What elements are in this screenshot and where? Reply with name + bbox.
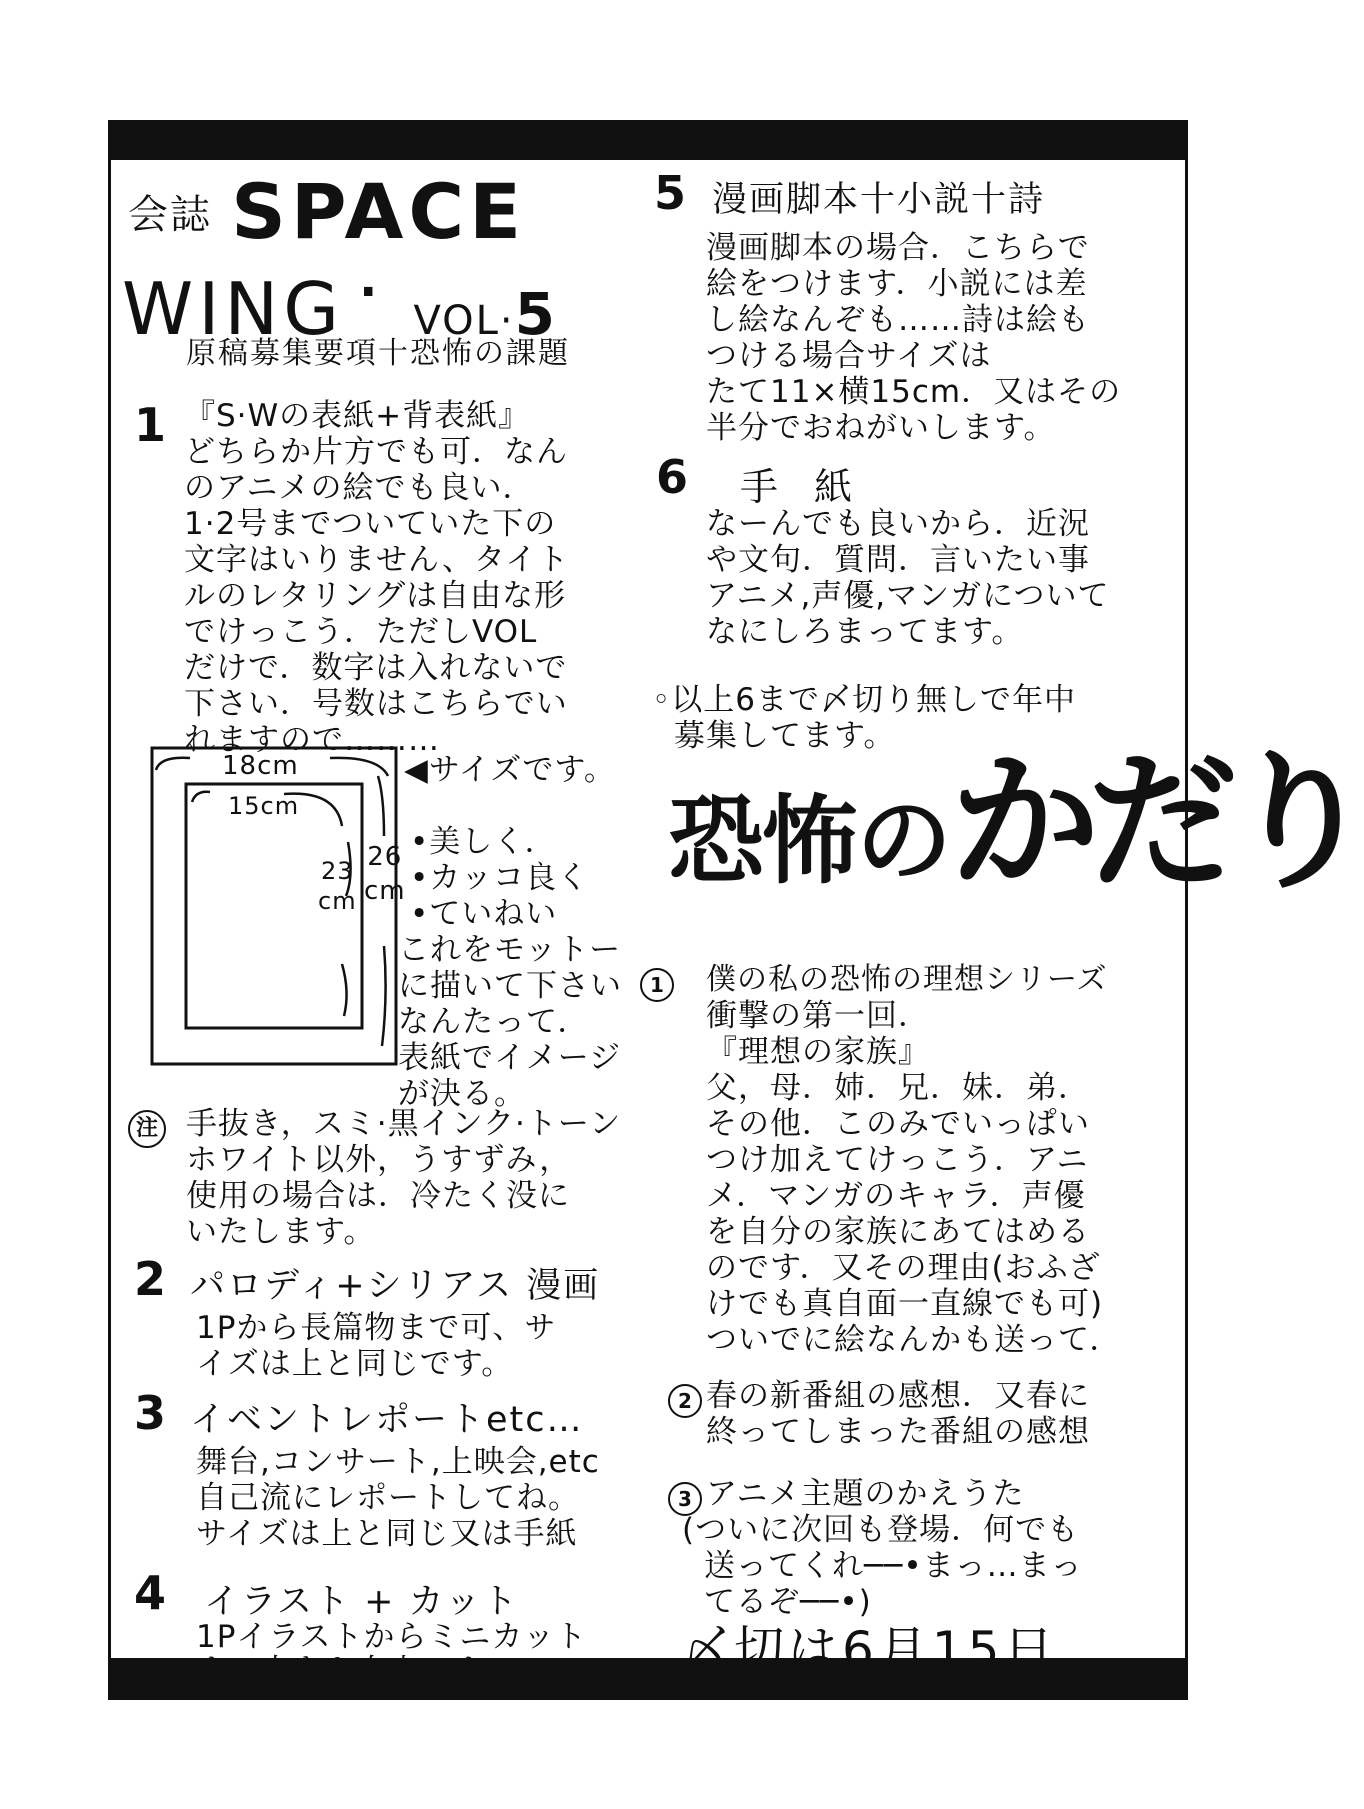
text-line: 下さい．号数はこちらでい [184, 686, 568, 722]
text-line: たて11×横15cm．又はその [706, 374, 1122, 410]
text-line: なにしろまってます。 [706, 614, 1024, 650]
text-line: 僕の私の恐怖の理想シリーズ [706, 962, 1108, 997]
section-4-title: イラスト + カット [204, 1582, 520, 1622]
text-line: サイズは上と同じ又は手紙 [196, 1516, 578, 1552]
section-2-title: パロディ+シリアス 漫画 [190, 1266, 601, 1306]
circled-1-icon: 1 [640, 968, 674, 1002]
quality-bullets [410, 824, 589, 932]
height-outer-label: 26 cm [364, 842, 406, 906]
section-4-number: 4 [134, 1566, 167, 1620]
section-5-body [706, 230, 1121, 446]
bullet-item: •ていねい [410, 896, 558, 932]
section-5-title: 漫画脚本十小説十詩 [712, 180, 1046, 220]
kowai-logo-part-a: 恐怖の [668, 784, 950, 897]
text-line: し絵なんぞも……詩は絵も [706, 302, 1090, 338]
section-2-number: 2 [134, 1252, 167, 1306]
bullet-item: •美しく． [410, 824, 557, 860]
text-line: なんたって． [398, 1004, 590, 1040]
vol-label: VOL· [413, 298, 515, 344]
subtitle: 原稿募集要項十恐怖の課題 [186, 336, 570, 371]
text-line: だけで．数字は入れないで [184, 650, 568, 686]
height-inner-label: 23 cm [318, 857, 357, 915]
section-4-body [196, 1620, 587, 1688]
space-title: SPACE [231, 167, 527, 256]
text-line: まで大きさ自由です． [196, 1653, 514, 1689]
title-dot: · [359, 264, 383, 320]
text-line: ルのレタリングは自由な形 [184, 578, 567, 614]
text-line: 送ってくれ──•まっ…まっ [704, 1548, 1083, 1584]
text-line: 1Pから長篇物まで可、サ [196, 1310, 557, 1346]
text-line: どちらか片方でも可．なん [184, 434, 568, 470]
text-line: 春の新番組の感想．又春に [706, 1378, 1090, 1414]
circled-3-icon: 3 [668, 1482, 702, 1516]
text-line: 1Pイラストからミニカット [196, 1619, 588, 1655]
item-3-body [682, 1476, 1083, 1620]
section-3-number: 3 [134, 1386, 167, 1440]
size-note: ◀サイズです。 [404, 752, 616, 788]
text-line: のです．又その理由(おふざ [706, 1250, 1101, 1286]
text-line: なーんでも良いから．近況 [706, 506, 1090, 542]
text-line: を自分の家族にあてはめる [706, 1214, 1090, 1250]
text-line: が決る。 [398, 1076, 526, 1112]
text-line: 父，母．姉．兄．妹．弟． [706, 1070, 1090, 1106]
width-inner-label: 15cm [228, 792, 300, 820]
text-line: メ．マンガのキャラ．声優 [706, 1178, 1086, 1214]
width-outer-label: 18cm [222, 751, 299, 781]
text-line: イズは上と同じです。 [196, 1346, 514, 1382]
kaishi-label: 会誌 [128, 192, 212, 238]
note-body [186, 1106, 621, 1250]
text-line: つける場合サイズは [706, 338, 992, 374]
section-6-body [706, 506, 1110, 650]
text-line: けでも真自面一直線でも可) [706, 1286, 1104, 1322]
text-line: アニメ主題のかえうた [706, 1476, 1025, 1512]
section-2-body [196, 1310, 556, 1382]
text-line: (ついに次回も登場．何でも [682, 1512, 1080, 1548]
text-line: 『S·Wの表紙+背表紙』 [184, 398, 531, 434]
bullet-item: •カッコ良く [410, 860, 589, 896]
text-line: 表紙でイメージ [398, 1040, 622, 1076]
section-1-body [184, 398, 569, 758]
section-6-title: 手 紙 [740, 465, 865, 509]
text-line: 終ってしまった番組の感想 [706, 1414, 1090, 1450]
text-line: 漫画脚本の場合．こちらで [706, 230, 1090, 266]
text-line: 文字はいりません、タイト [184, 542, 570, 578]
text-line: 1·2号までついていた下の [184, 506, 557, 542]
text-line: 舞台,コンサート,上映会,etc [196, 1444, 600, 1480]
section-3-title: イベントレポートetc… [190, 1400, 584, 1440]
text-line: 手抜き，スミ·黒インク·トーン [186, 1106, 622, 1142]
section-3-body [196, 1444, 600, 1552]
text-line: でけっこう．ただしVOL [184, 614, 538, 650]
item-3-mark [668, 1482, 702, 1516]
text-line: のアニメの絵でも良い． [184, 470, 535, 506]
text-line: ホワイト以外，うすずみ， [186, 1142, 572, 1178]
wing-title: WING [122, 267, 345, 351]
note-circle-icon: 注 [128, 1110, 166, 1148]
circled-2-icon: 2 [668, 1384, 702, 1418]
text-line: れますので……… [184, 722, 440, 758]
note-mark [128, 1110, 166, 1148]
text-line: てるぞ──•) [704, 1584, 872, 1620]
kowai-logo-part-b: かだり [950, 734, 1364, 910]
section-5-number: 5 [654, 166, 687, 220]
text-line: 半分でおねがいします。 [706, 410, 1056, 446]
text-line: ◦以上6まで〆切り無しで年中 [652, 682, 1077, 718]
text-line: つけ加えてけっこう．アニ [706, 1142, 1089, 1178]
motto-text [398, 932, 622, 1112]
deadline: 〆切は6月15日 [680, 1621, 1058, 1679]
item-2-mark [668, 1384, 702, 1418]
text-line: 募集してます。 [674, 718, 896, 754]
text-line: 『理想の家族』 [706, 1034, 930, 1070]
text-line: いたします。 [186, 1214, 376, 1250]
item-1-mark [640, 968, 674, 1002]
text-line: に描いて下さい [398, 968, 622, 1004]
vol-number: 5 [514, 280, 561, 348]
text-line: や文句．質問．言いたい事 [706, 542, 1090, 578]
text-line: 絵をつけます．小説には差 [706, 266, 1088, 302]
section-1-number: 1 [134, 398, 167, 452]
item-1-body [706, 962, 1121, 1358]
text-line: 衝撃の第一回． [706, 998, 930, 1034]
text-line: その他．このみでいっぱい [706, 1106, 1090, 1142]
text-line: 自己流にレポートしてね。 [196, 1480, 580, 1516]
text-line: ついでに絵なんかも送って． [706, 1322, 1122, 1358]
item-2-body [706, 1378, 1090, 1450]
text-line: 使用の場合は．冷たく没に [186, 1178, 570, 1214]
section-6-number: 6 [656, 450, 689, 504]
masthead [128, 167, 527, 256]
text-line: アニメ,声優,マンガについて [706, 578, 1110, 614]
text-line: これをモットー [398, 932, 622, 968]
